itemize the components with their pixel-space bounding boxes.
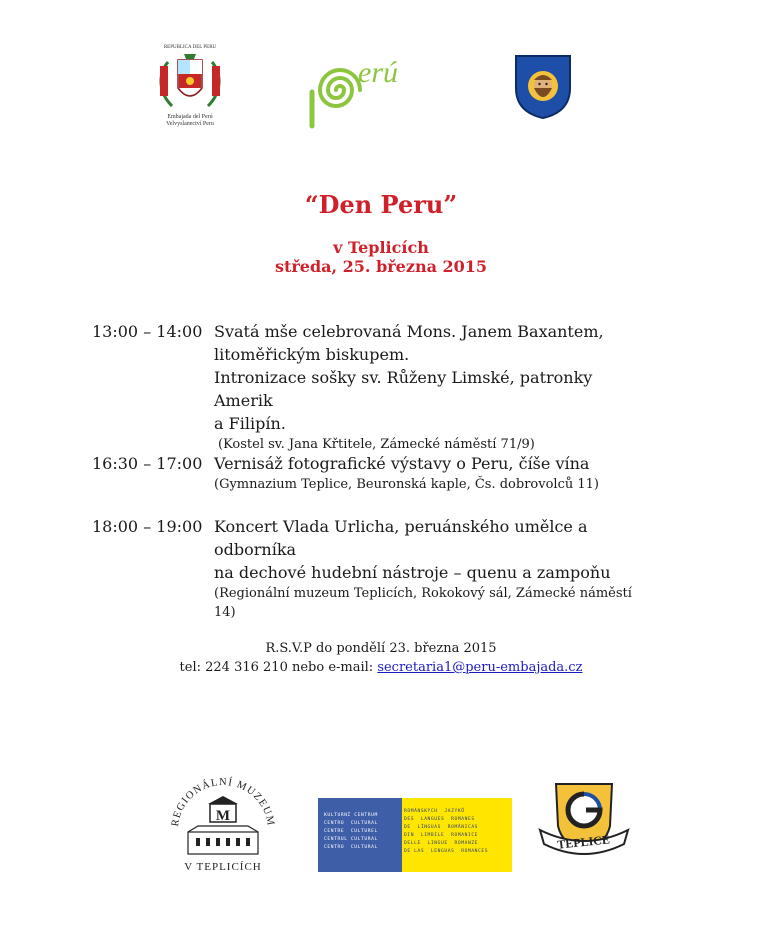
museum-bottom-text: V TEPLICÍCH — [184, 861, 262, 873]
museum-monogram: M — [215, 808, 231, 824]
program-line: Vernisáž fotografické výstavy o Peru, číše vína — [214, 454, 590, 473]
program-line: litoměřickým biskupem. — [214, 345, 410, 364]
program-line: a Filipín. — [214, 414, 286, 433]
program-place: (Regionální muzeum Teplicích, Rokokový sál, Zámecké náměstí — [214, 586, 632, 601]
program-line: Svatá mše celebrovaná Mons. Janem Baxantem, — [214, 322, 604, 341]
peru-brand-logo — [300, 50, 440, 130]
embassy-top-text: REPUBLICA DEL PERU — [163, 45, 217, 50]
program-place: (Kostel sv. Jana Křtitele, Zámecké náměstí 71/9) — [218, 437, 535, 452]
teplice-shield-icon — [536, 780, 632, 864]
embassy-logo — [150, 44, 230, 136]
program-line: na dechové hudební nástroje – quenu a zampoňu — [214, 563, 611, 582]
program-time-3: 18:00 – 19:00 — [92, 517, 203, 536]
teplice-badge-text: TEPLICE — [556, 832, 611, 852]
program-place: 14) — [214, 605, 236, 620]
cultural-right-text: ROMÁNSKÝCH JAZYKŮ DES LANGUES ROMANES DE LÍNGUAS ROMÂNICAS DIN LIMBILE ROMANICE DELLE LINGUE ROMANZE DE LAS LENGUAS ROMANCES — [404, 809, 489, 854]
event-title: “Den Peru” — [304, 190, 458, 219]
embassy-caption-2: Velvyslanectví Peru — [166, 121, 214, 127]
program-place: (Gymnazium Teplice, Beuronská kaple, Čs. dobrovolců 11) — [214, 477, 599, 492]
rsvp-contact-prefix: tel: 224 316 210 nebo e-mail: — [179, 660, 378, 675]
program-time-1: 13:00 – 14:00 — [92, 322, 203, 341]
shield-head-icon — [514, 54, 572, 120]
program-entry-3 — [214, 515, 654, 622]
rsvp-line: R.S.V.P do pondělí 23. března 2015 — [265, 641, 497, 656]
program-entry-1 — [214, 320, 654, 454]
program-time-2: 16:30 – 17:00 — [92, 454, 203, 473]
peru-brand-text: erú — [358, 56, 398, 89]
program-entry-2 — [214, 452, 654, 494]
peru-coat-of-arms-icon — [150, 48, 230, 118]
teplice-city-badge — [536, 780, 632, 864]
email-link[interactable]: secretaria1@peru-embajada.cz — [377, 660, 583, 675]
museum-building-icon — [168, 768, 278, 878]
embassy-caption-1: Embajada del Perú — [167, 114, 213, 120]
event-date: středa, 25. března 2015 — [274, 257, 488, 276]
program-line: Intronizace sošky sv. Růženy Limské, patronky Amerik — [214, 368, 593, 410]
museum-arc-text: REGIONÁLNÍ MUZEUM — [170, 776, 277, 828]
rsvp-contact — [0, 660, 762, 675]
teplice-coat-of-arms — [514, 54, 572, 120]
cultural-left-text: KULTURNÍ CENTRUM CENTRO CULTURAL CENTRE CULTUREL CENTRUL CULTURAL CENTRO CULTURAL — [324, 813, 378, 850]
regional-museum-logo — [168, 768, 278, 878]
program-line: Koncert Vlada Urlicha, peruánského umělce a odborníka — [214, 517, 588, 559]
event-city: v Teplicích — [333, 238, 429, 257]
romance-languages-cultural-center-logo — [318, 798, 512, 872]
